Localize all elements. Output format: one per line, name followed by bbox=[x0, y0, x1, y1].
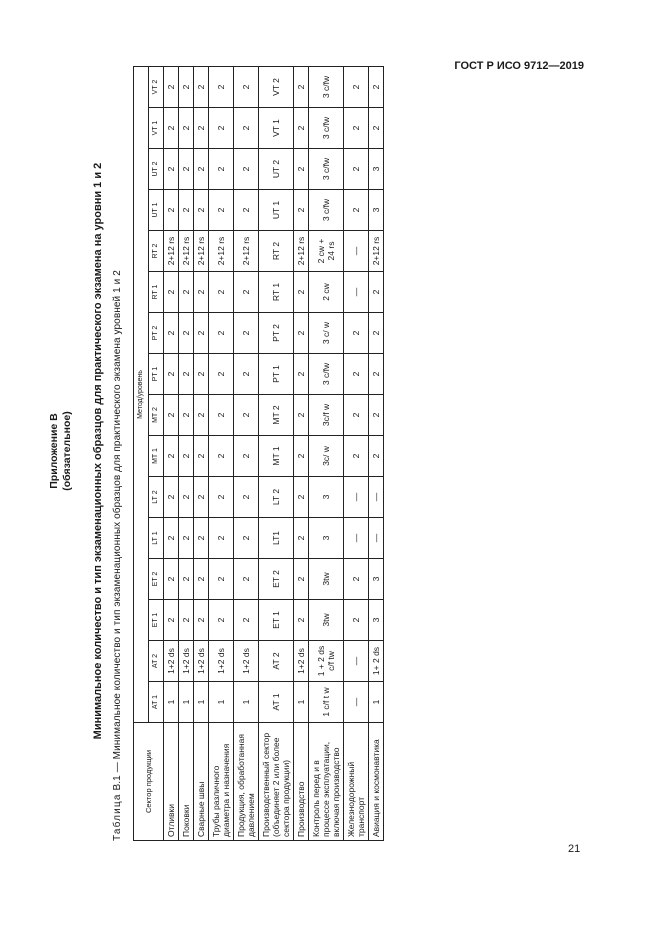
value-cell: 1 bbox=[163, 681, 178, 722]
value-cell: 3 bbox=[368, 148, 383, 189]
table-row bbox=[293, 66, 308, 840]
value-cell: 2 bbox=[293, 599, 308, 640]
value-cell: 2 bbox=[178, 66, 193, 107]
value-cell: 2 bbox=[233, 476, 258, 517]
value-cell: 1+2 ds bbox=[163, 640, 178, 681]
table-caption-text: В.1 — Минимальное количество и тип экзаменационных образцов для практического экзамена уровней 1 и 2 bbox=[111, 269, 123, 790]
value-cell: 2 bbox=[293, 353, 308, 394]
value-cell: 2 bbox=[163, 435, 178, 476]
sector-cell: Отливки bbox=[163, 722, 178, 840]
value-cell: 2 bbox=[343, 353, 368, 394]
value-cell: 1+2 ds bbox=[178, 640, 193, 681]
sector-cell: Продукция, обработанная давлением bbox=[233, 722, 258, 840]
value-cell: 2 bbox=[293, 107, 308, 148]
column-header: VT 2 bbox=[148, 66, 163, 107]
value-cell: 2 bbox=[193, 558, 208, 599]
value-cell: 2 bbox=[208, 517, 233, 558]
value-cell: UT 1 bbox=[258, 189, 293, 230]
value-cell: 1 bbox=[193, 681, 208, 722]
value-cell: 2+12 rs bbox=[208, 230, 233, 271]
main-title: Минимальное количество и тип экзаменационных образцов для практического экзамена на уровни 1 и 2 bbox=[91, 162, 104, 739]
value-cell: 2 bbox=[343, 312, 368, 353]
table-caption bbox=[112, 270, 123, 841]
value-cell: 2 bbox=[193, 66, 208, 107]
column-header: ET 2 bbox=[148, 558, 163, 599]
value-cell: 2 bbox=[208, 353, 233, 394]
value-cell: 2 bbox=[163, 107, 178, 148]
value-cell: 2+12 rs bbox=[193, 230, 208, 271]
value-cell: 3 c/fw bbox=[308, 353, 343, 394]
appendix-title: Приложение В bbox=[47, 412, 60, 489]
value-cell: 2 bbox=[343, 189, 368, 230]
value-cell: 2 bbox=[178, 189, 193, 230]
column-header: MT 2 bbox=[148, 394, 163, 435]
value-cell: 2 bbox=[233, 435, 258, 476]
value-cell: 1+2 ds bbox=[233, 640, 258, 681]
value-cell: 2 bbox=[343, 394, 368, 435]
value-cell: 2 bbox=[233, 353, 258, 394]
value-cell: 2 bbox=[208, 394, 233, 435]
value-cell: 2 bbox=[293, 394, 308, 435]
value-cell: AT 1 bbox=[258, 681, 293, 722]
value-cell: 2+12 rs bbox=[163, 230, 178, 271]
value-cell: 1 bbox=[293, 681, 308, 722]
table-row bbox=[193, 66, 208, 840]
value-cell: — bbox=[343, 271, 368, 312]
value-cell: 2 bbox=[343, 66, 368, 107]
value-cell: 3 c/fw bbox=[308, 107, 343, 148]
value-cell: 3 bbox=[308, 517, 343, 558]
column-header: AT 2 bbox=[148, 640, 163, 681]
value-cell: 2 bbox=[293, 517, 308, 558]
column-header: VT 1 bbox=[148, 107, 163, 148]
value-cell: 2 bbox=[233, 312, 258, 353]
standard-code: ГОСТ Р ИСО 9712—2019 bbox=[454, 60, 584, 72]
value-cell: 2 bbox=[163, 517, 178, 558]
value-cell: 2 bbox=[293, 271, 308, 312]
value-cell: UT 2 bbox=[258, 148, 293, 189]
sector-cell: Производство bbox=[293, 722, 308, 840]
value-cell: PT 2 bbox=[258, 312, 293, 353]
value-cell: 2 bbox=[208, 476, 233, 517]
table-row bbox=[233, 66, 258, 840]
value-cell: 2 bbox=[368, 353, 383, 394]
value-cell: 1+2 ds bbox=[293, 640, 308, 681]
value-cell: 2 bbox=[163, 148, 178, 189]
sector-cell: Железнодорожный транспорт bbox=[343, 722, 368, 840]
column-header: PT 1 bbox=[148, 353, 163, 394]
value-cell: 2 bbox=[163, 189, 178, 230]
value-cell: 3tw bbox=[308, 558, 343, 599]
column-header: UT 1 bbox=[148, 189, 163, 230]
value-cell: 2 bbox=[233, 148, 258, 189]
value-cell: 3 bbox=[368, 558, 383, 599]
value-cell: 3 c/fw bbox=[308, 66, 343, 107]
value-cell: 2 bbox=[233, 271, 258, 312]
value-cell: 2+12 rs bbox=[293, 230, 308, 271]
value-cell: 2 bbox=[343, 107, 368, 148]
value-cell: 1 bbox=[208, 681, 233, 722]
value-cell: 2 bbox=[293, 476, 308, 517]
value-cell: 3c/f w bbox=[308, 394, 343, 435]
value-cell: — bbox=[368, 517, 383, 558]
value-cell: 3 bbox=[368, 599, 383, 640]
sector-cell: Производственный сектор (объединяет 2 или более сектора продукции) bbox=[258, 722, 293, 840]
table-caption-label: Таблица bbox=[111, 792, 123, 841]
value-cell: ET 1 bbox=[258, 599, 293, 640]
value-cell: — bbox=[368, 476, 383, 517]
value-cell: 2 bbox=[193, 394, 208, 435]
value-cell: 3 c/fw bbox=[308, 148, 343, 189]
value-cell: 2 bbox=[178, 353, 193, 394]
value-cell: 2 bbox=[193, 189, 208, 230]
table-row bbox=[208, 66, 233, 840]
sector-cell: Трубы различного диаметра и назначения bbox=[208, 722, 233, 840]
value-cell: 2 bbox=[368, 271, 383, 312]
table-row bbox=[308, 66, 343, 840]
value-cell: 2 bbox=[293, 312, 308, 353]
value-cell: 2 bbox=[178, 476, 193, 517]
value-cell: ET 2 bbox=[258, 558, 293, 599]
value-cell: 2 bbox=[193, 107, 208, 148]
value-cell: 2 bbox=[208, 189, 233, 230]
value-cell: 3c/ w bbox=[308, 435, 343, 476]
value-cell: 2 bbox=[368, 107, 383, 148]
value-cell: 2 bbox=[193, 353, 208, 394]
table-row bbox=[368, 66, 383, 840]
page-number: 21 bbox=[568, 843, 581, 855]
column-header: AT 1 bbox=[148, 681, 163, 722]
value-cell: 2 bbox=[293, 558, 308, 599]
value-cell: 2 bbox=[233, 517, 258, 558]
value-cell: 2+12 rs bbox=[233, 230, 258, 271]
value-cell: 2 bbox=[343, 599, 368, 640]
column-header: LT 1 bbox=[148, 517, 163, 558]
value-cell: LT 2 bbox=[258, 476, 293, 517]
value-cell: 2 bbox=[178, 394, 193, 435]
value-cell: 2 bbox=[178, 599, 193, 640]
column-header: ET 1 bbox=[148, 599, 163, 640]
sector-header: Сектор продукции bbox=[133, 722, 163, 840]
value-cell: 2 bbox=[343, 435, 368, 476]
sector-cell: Сварные швы bbox=[193, 722, 208, 840]
value-cell: AT 2 bbox=[258, 640, 293, 681]
value-cell: 2 bbox=[208, 558, 233, 599]
value-cell: 2 bbox=[193, 435, 208, 476]
value-cell: 2 bbox=[163, 66, 178, 107]
value-cell: 2 bbox=[178, 107, 193, 148]
value-cell: 3 bbox=[368, 189, 383, 230]
value-cell: 2 bbox=[193, 599, 208, 640]
value-cell: 2 bbox=[178, 558, 193, 599]
value-cell: — bbox=[343, 476, 368, 517]
value-cell: 1+ 2 ds bbox=[368, 640, 383, 681]
table-row bbox=[258, 66, 293, 840]
value-cell: 2 bbox=[178, 312, 193, 353]
appendix-heading bbox=[48, 61, 74, 841]
value-cell: 2 bbox=[233, 189, 258, 230]
value-cell: 2 bbox=[193, 517, 208, 558]
sector-cell: Контроль перед и в процессе эксплуатации, включая производство bbox=[308, 722, 343, 840]
value-cell: 2 cw bbox=[308, 271, 343, 312]
value-cell: 2 bbox=[163, 394, 178, 435]
value-cell: 2 bbox=[178, 148, 193, 189]
value-cell: 2 bbox=[208, 107, 233, 148]
value-cell: 3 c/ w bbox=[308, 312, 343, 353]
column-header: UT 2 bbox=[148, 148, 163, 189]
value-cell: 2 bbox=[293, 66, 308, 107]
table-row bbox=[178, 66, 193, 840]
value-cell: 2 cw + 24 rs bbox=[308, 230, 343, 271]
value-cell: 2 bbox=[163, 271, 178, 312]
value-cell: LT1 bbox=[258, 517, 293, 558]
value-cell: 2 bbox=[293, 435, 308, 476]
value-cell: 2 bbox=[368, 435, 383, 476]
value-cell: MT 2 bbox=[258, 394, 293, 435]
value-cell: 2 bbox=[208, 599, 233, 640]
table-body bbox=[163, 66, 383, 840]
value-cell: 2+12 rs bbox=[368, 230, 383, 271]
value-cell: 2 bbox=[343, 148, 368, 189]
sector-cell: Поковки bbox=[178, 722, 193, 840]
value-cell: VT 2 bbox=[258, 66, 293, 107]
value-cell: 2 bbox=[193, 148, 208, 189]
rotated-content bbox=[48, 61, 568, 841]
value-cell: 2 bbox=[208, 312, 233, 353]
value-cell: — bbox=[343, 640, 368, 681]
value-cell: 3 c/fw bbox=[308, 189, 343, 230]
value-cell: 2 bbox=[208, 435, 233, 476]
method-header: Метод/уровень bbox=[133, 66, 148, 722]
value-cell: VT 1 bbox=[258, 107, 293, 148]
value-cell: 2 bbox=[208, 66, 233, 107]
value-cell: RT 2 bbox=[258, 230, 293, 271]
column-header: LT 2 bbox=[148, 476, 163, 517]
appendix-status: (обязательное) bbox=[60, 410, 73, 491]
value-cell: 3 bbox=[308, 476, 343, 517]
value-cell: 1 bbox=[233, 681, 258, 722]
value-cell: 2 bbox=[293, 148, 308, 189]
value-cell: — bbox=[343, 517, 368, 558]
value-cell: 2 bbox=[193, 312, 208, 353]
value-cell: 2 bbox=[163, 312, 178, 353]
specimen-table bbox=[133, 66, 384, 841]
value-cell: 2 bbox=[178, 271, 193, 312]
column-header: RT 1 bbox=[148, 271, 163, 312]
value-cell: PT 1 bbox=[258, 353, 293, 394]
value-cell: 2 bbox=[163, 476, 178, 517]
value-cell: 2 bbox=[233, 66, 258, 107]
value-cell: 2 bbox=[163, 599, 178, 640]
value-cell: 2 bbox=[343, 558, 368, 599]
value-cell: 2 bbox=[178, 517, 193, 558]
table-row bbox=[163, 66, 178, 840]
value-cell: 1 c/f t w bbox=[308, 681, 343, 722]
value-cell: 2 bbox=[368, 312, 383, 353]
value-cell: 2 bbox=[163, 558, 178, 599]
value-cell: MT 1 bbox=[258, 435, 293, 476]
column-header: MT 1 bbox=[148, 435, 163, 476]
value-cell: 2 bbox=[193, 271, 208, 312]
sector-cell: Авиация и космонавтика bbox=[368, 722, 383, 840]
value-cell: 2 bbox=[233, 394, 258, 435]
value-cell: 1+2 ds bbox=[193, 640, 208, 681]
value-cell: 1 + 2 ds c/f tw bbox=[308, 640, 343, 681]
column-header: PT 2 bbox=[148, 312, 163, 353]
value-cell: 2 bbox=[233, 107, 258, 148]
value-cell: 1+2 ds bbox=[208, 640, 233, 681]
column-header: RT 2 bbox=[148, 230, 163, 271]
value-cell: 2 bbox=[193, 476, 208, 517]
table-row bbox=[343, 66, 368, 840]
value-cell: 2+12 rs bbox=[178, 230, 193, 271]
value-cell: — bbox=[343, 230, 368, 271]
value-cell: 2 bbox=[233, 558, 258, 599]
value-cell: 2 bbox=[178, 435, 193, 476]
value-cell: 1 bbox=[368, 681, 383, 722]
value-cell: 2 bbox=[293, 189, 308, 230]
value-cell: RT 1 bbox=[258, 271, 293, 312]
value-cell: 2 bbox=[163, 353, 178, 394]
value-cell: 2 bbox=[368, 394, 383, 435]
value-cell: 1 bbox=[178, 681, 193, 722]
value-cell: 2 bbox=[233, 599, 258, 640]
value-cell: 3tw bbox=[308, 599, 343, 640]
value-cell: 2 bbox=[208, 148, 233, 189]
value-cell: 2 bbox=[368, 66, 383, 107]
value-cell: 2 bbox=[208, 271, 233, 312]
value-cell: — bbox=[343, 681, 368, 722]
